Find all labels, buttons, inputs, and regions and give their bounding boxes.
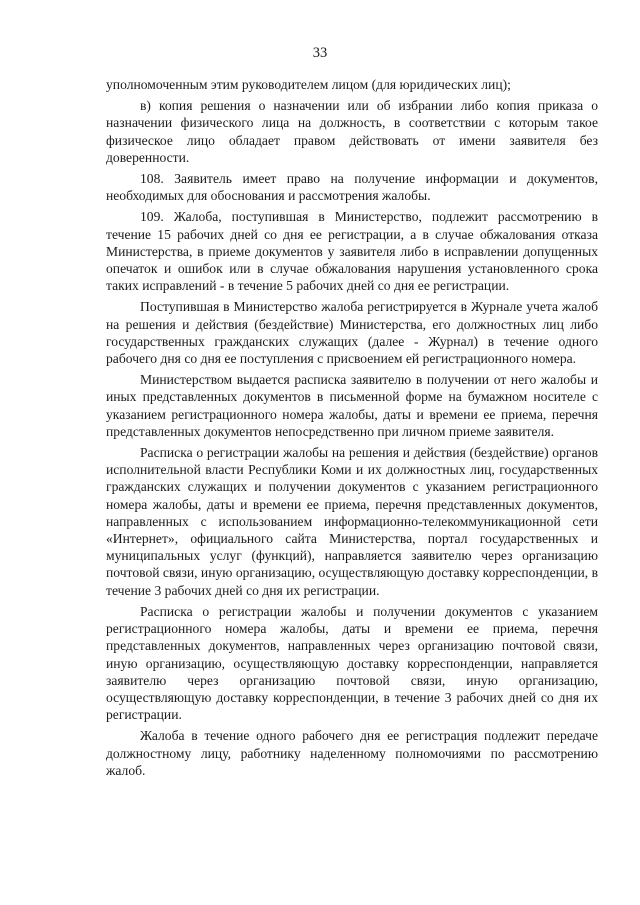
paragraph: Расписка о регистрации жалобы и получении документов с указанием регистрационного номера жалобы, даты и времени ее приема, перечня представленных документов, направленных через организацию почтовой связи, иную организацию, осуществляющую доставку корреспонденции, направляется заявителю через организацию почтовой связи, иную организацию, осуществляющую доставку корреспонденции, в течение 3 рабочих дней со дня их регистрации.: [106, 603, 598, 723]
paragraph: Поступившая в Министерство жалоба регистрируется в Журнале учета жалоб на решения и действия (бездействие) Министерства, его должностных лиц либо государственных гражданских служащих (далее - Журнал) в течение одного рабочего дня со дня ее поступления с присвоением ей регистрационного номера.: [106, 299, 598, 367]
paragraph: Жалоба в течение одного рабочего дня ее регистрация подлежит передаче должностному лицу, работнику наделенному полномочиями по рассмотрению жалоб.: [106, 728, 598, 778]
paragraph: уполномоченным этим руководителем лицом (для юридических лиц);: [106, 77, 511, 92]
paragraph: Расписка о регистрации жалобы на решения и действия (бездействие) органов исполнительной власти Республики Коми и их должностных лиц, государственных гражданских служащих и получении документов с указанием регистрационного номера жалобы, даты и времени ее приема, перечня представленных документов, направленных с использованием информационно-телекоммуникационной сети «Интернет», официального сайта Министерства, портал государственных и муниципальных услуг (функций), направляется заявителю через организацию почтовой связи, иную организацию, осуществляющую доставку корреспонденции, в течение 3 рабочих дней со дня их регистрации.: [106, 445, 598, 598]
body-text: [106, 76, 598, 779]
paragraph: 108. Заявитель имеет право на получение информации и документов, необходимых для обоснования и рассмотрения жалобы.: [106, 171, 598, 204]
paragraph: Министерством выдается расписка заявителю в получении от него жалобы и иных представленных документов в письменной форме на бумажном носителе с указанием регистрационного номера жалобы, даты и времени ее приема, перечня представленных документов непосредственно при личном приеме заявителя.: [106, 372, 598, 439]
paragraph: 109. Жалоба, поступившая в Министерство, подлежит рассмотрению в течение 15 рабочих дней со дня ее регистрации, а в случае обжалования отказа Министерства, в приеме документов у заявителя либо в исправлении допущенных опечаток и ошибок или в случае обжалования нарушения установленного срока таких исправлений - в течение 5 рабочих дней со дня ее регистрации.: [106, 209, 598, 294]
page-number: 33: [312, 45, 328, 61]
paragraph: в) копия решения о назначении или об избрании либо копия приказа о назначении физического лица на должность, в соответствии с которым такое физическое лицо обладает правом действовать от имени заявителя без доверенности.: [106, 98, 598, 165]
